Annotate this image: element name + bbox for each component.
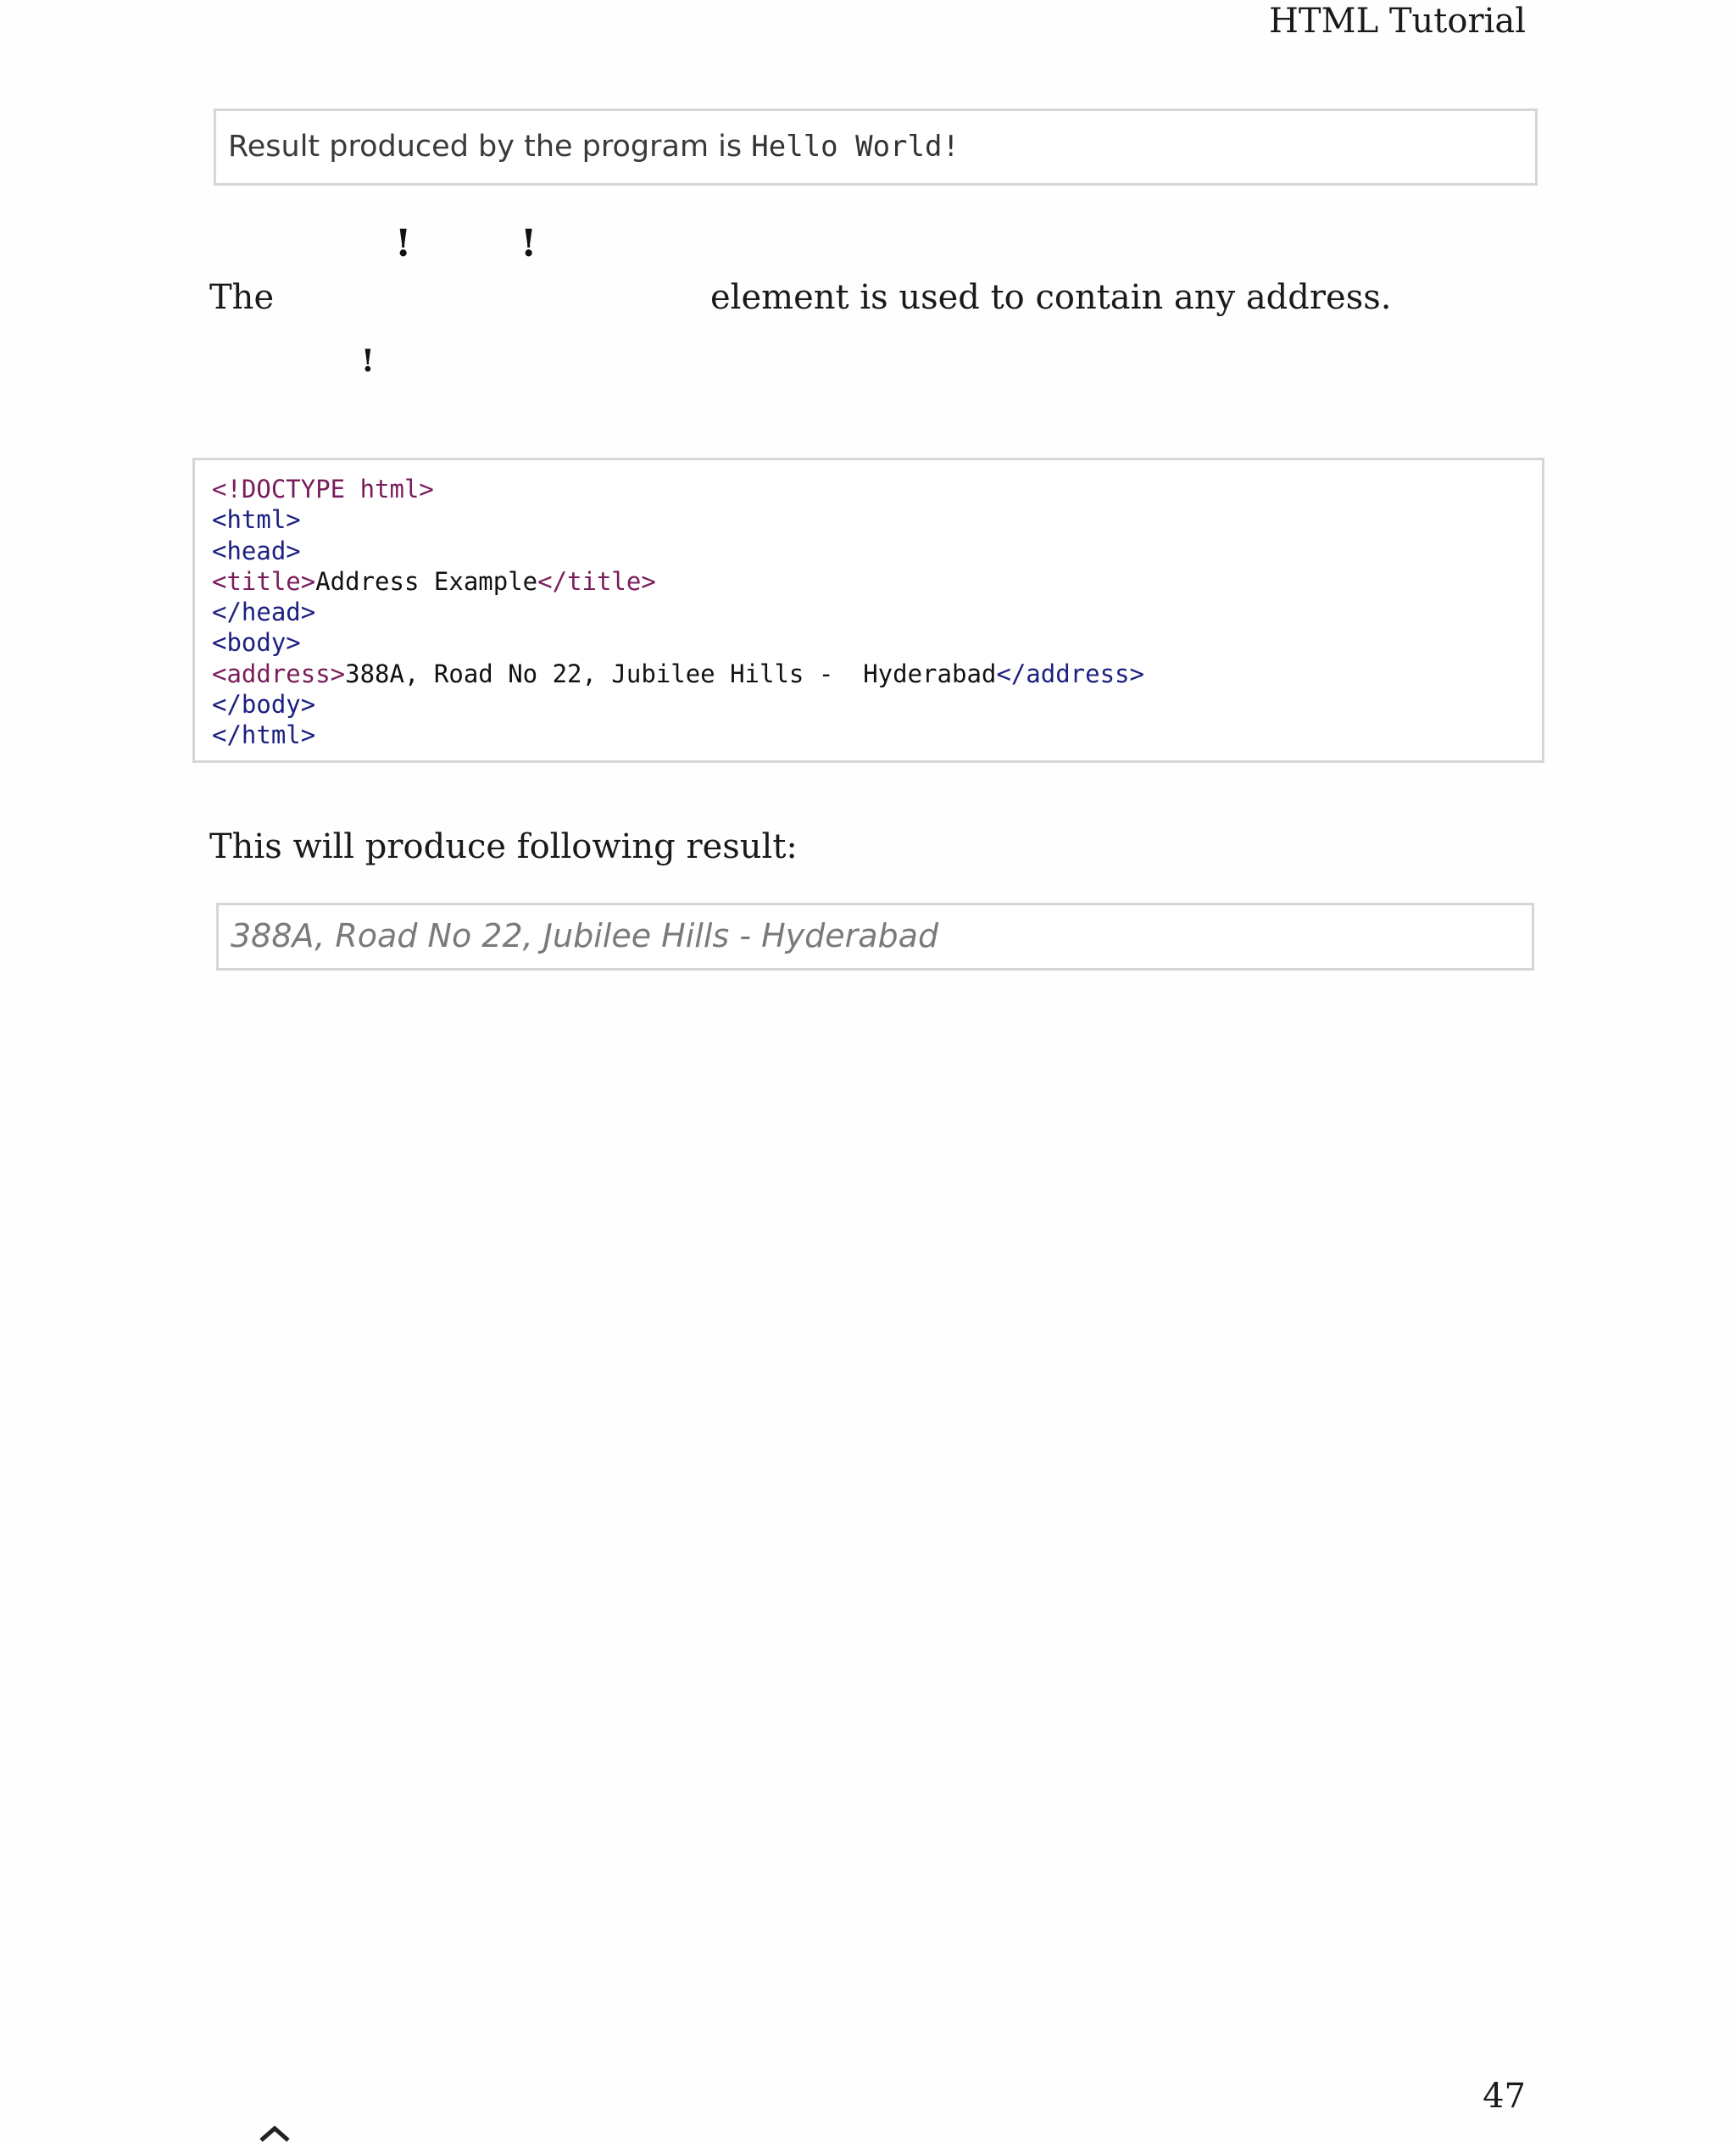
code-tag: </address> — [996, 659, 1144, 688]
code-tag: <address> — [212, 659, 346, 688]
code-example-box — [192, 458, 1544, 763]
page-number: 47 — [1483, 2077, 1526, 2116]
inline-code-hello-world: Hello World! — [751, 130, 960, 164]
code-tag: </head> — [212, 598, 316, 627]
exclamation-mark: ! — [361, 343, 375, 379]
page-header-title: HTML Tutorial — [1269, 2, 1526, 41]
code-text: Address Example — [315, 566, 538, 596]
code-tag: <title> — [212, 566, 316, 596]
code-block — [212, 474, 1144, 751]
result-box-hello-world — [214, 108, 1538, 186]
code-tag: </body> — [212, 690, 316, 720]
code-tag: <html> — [212, 505, 301, 535]
chevron-up-icon — [254, 2123, 295, 2142]
code-doctype: <!DOCTYPE html> — [212, 475, 434, 504]
code-tag: </title> — [537, 566, 656, 596]
code-tag: </html> — [212, 720, 316, 750]
paragraph-the: The — [209, 278, 275, 317]
paragraph-address-description: element is used to contain any address. — [710, 278, 1392, 317]
result-prefix: Result produced by the program is — [228, 130, 752, 164]
code-tag: <body> — [212, 628, 301, 658]
address-result-text: 388A, Road No 22, Jubilee Hills - Hyderabad — [231, 917, 939, 954]
code-tag: <head> — [212, 536, 301, 565]
result-intro-text: This will produce following result: — [209, 827, 798, 866]
exclamation-mark: ! — [520, 222, 537, 265]
result-text — [228, 130, 960, 164]
code-text: 388A, Road No 22, Jubilee Hills - Hyderabad — [345, 659, 997, 688]
exclamation-mark: ! — [395, 222, 412, 265]
result-box-address — [216, 903, 1534, 971]
